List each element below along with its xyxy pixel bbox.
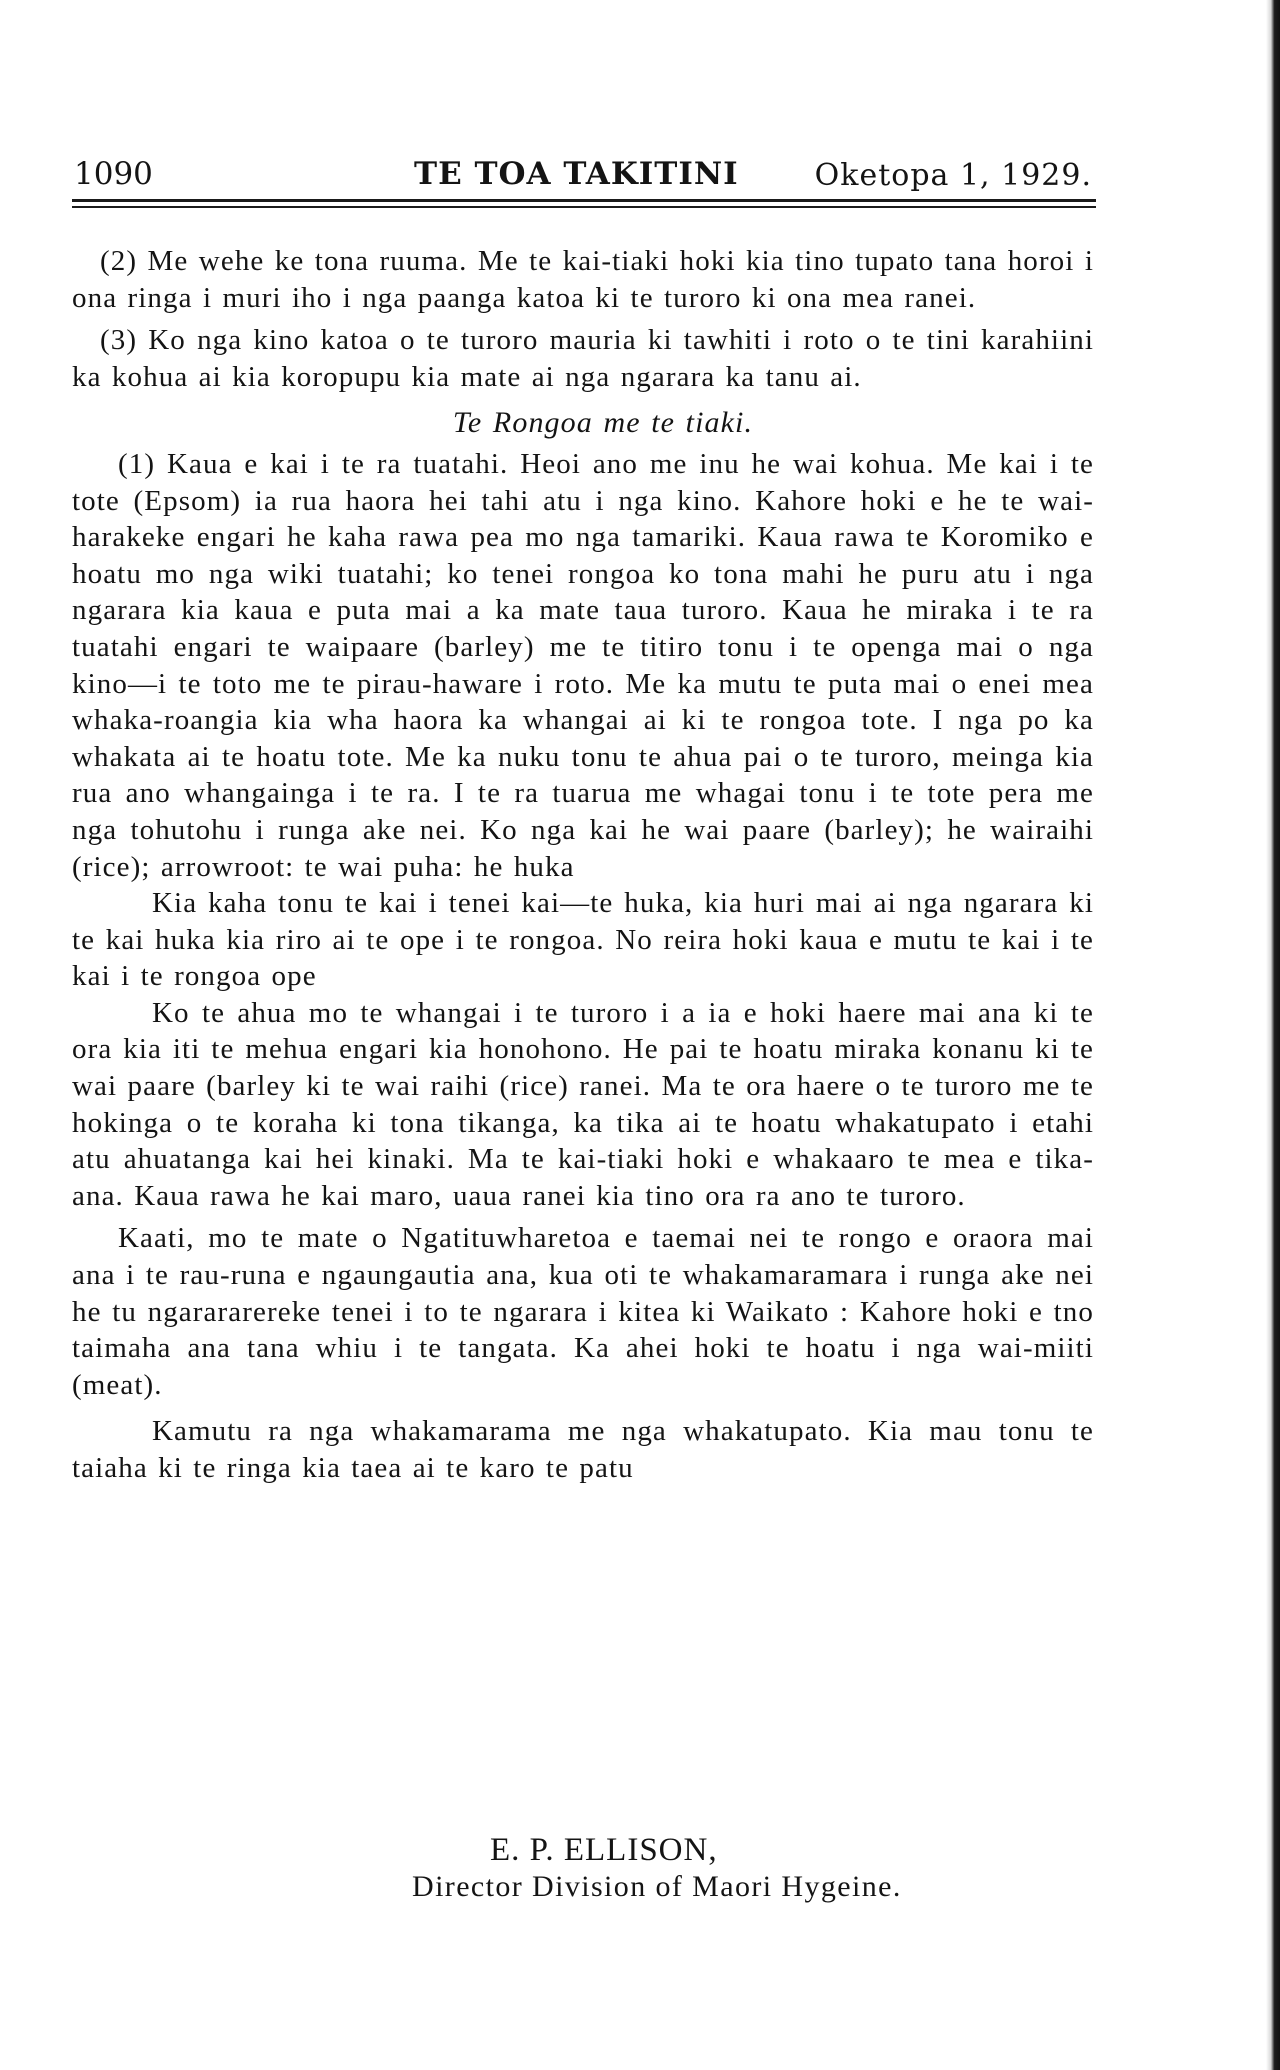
signature-name: E. P. ELLISON, [490, 1832, 718, 1868]
header-rule-bottom [72, 206, 1096, 208]
journal-title: TE TOA TAKITINI [414, 156, 739, 192]
article-body [72, 243, 1094, 1487]
treatment-paragraph-3: Ko te ahua mo te whangai i te turoro i a ia e hoki haere mai ana ki te ora kia iti te mehua engari kia honohono. He pai te hoatu miraka konanu ki te wai paare (barley ki te wai raihi (rice) ranei. Ma te ora haere o te turoro me te hokinga o te koraha ki tona tikanga, ka tika ai te hoatu whakatupato i etahi atu ahuatanga kai hei kinaki. Ma te kai-tiaki hoki e whakaaro te mea e tika-ana. Kaua rawa he kai maro, uaua ranei kia tino ora ra ano te turoro. [72, 996, 1094, 1212]
page-edge [1266, 0, 1280, 2070]
page-number: 1090 [74, 156, 153, 192]
section-subheading: Te Rongoa me te tiaki. [452, 406, 754, 440]
issue-date: Oketopa 1, 1929. [814, 158, 1092, 193]
signature-role: Director Division of Maori Hygeine. [412, 1870, 902, 1903]
header-rule-top [72, 199, 1096, 202]
running-header [72, 152, 1096, 196]
closing-paragraph: Kamutu ra nga whakamarama me nga whakatupato. Kia mau tonu te taiaha ki te ringa kia taea ai te karo te patu [72, 1415, 1094, 1484]
paragraph-3: (3) Ko nga kino katoa o te turoro mauria ki tawhiti i roto o te tini karahiini ka kohua ai kia koropupu kia mate ai nga ngarara ka tanu ai. [72, 324, 1094, 393]
treatment-paragraph-4: Kaati, mo te mate o Ngatituwharetoa e taemai nei te rongo e oraora mai ana i te rau-runa e ngaungautia ana, kua oti te whakamaramara i runga ake nei he tu ngarararereke tenei i to te ngarara i kitea ki Waikato : Kahore hoki e tno taimaha ana tana whiu i te tangata. Ka ahei hoki te hoatu i nga wai-miiti (meat). [72, 1222, 1094, 1401]
treatment-paragraph-1: (1) Kaua e kai i te ra tuatahi. Heoi ano me inu he wai kohua. Me kai i te tote (Epsom) ia rua haora hei tahi atu i nga kino. Kahore hoki e he te wai-harakeke engari he kaha rawa pea mo nga tamariki. Kaua rawa te Koromiko e hoatu mo nga wiki tuatahi; ko tenei rongoa ko tona mahi he puru atu i nga ngarara kia kaua e puta mai a ka mate taua turoro. Kaua he miraka i te ra tuatahi engari te waipaare (barley) me te titiro tonu i te openga mai o nga kino—i te toto me te pirau-haware i roto. Me ka mutu te puta mai o enei mea whaka-roangia kia wha haora ka whangai ai ki te rongoa tote. I nga po ka whakata ai te hoatu tote. Me ka nuku tonu te ahua pai o te turoro, meinga kia rua ano whangainga i te ra. I te ra tuarua me whagai tonu i te tote pera me nga tohutohu i runga ake nei. Ko nga kai he wai paare (barley); he wairaihi (rice); arrowroot: te wai puha: he huka [72, 447, 1094, 883]
paragraph-2: (2) Me wehe ke tona ruuma. Me te kai-tiaki hoki kia tino tupato tana horoi i ona ringa i muri iho i nga paanga katoa ki te turoro ki ona mea ranei. [72, 245, 1094, 314]
treatment-paragraph-2: Kia kaha tonu te kai i tenei kai—te huka, kia huri mai ai nga ngarara ki te kai huka kia riro ai te ope i te rongoa. No reira hoki kaua e mutu te kai i te kai i te rongoa ope [72, 887, 1094, 993]
